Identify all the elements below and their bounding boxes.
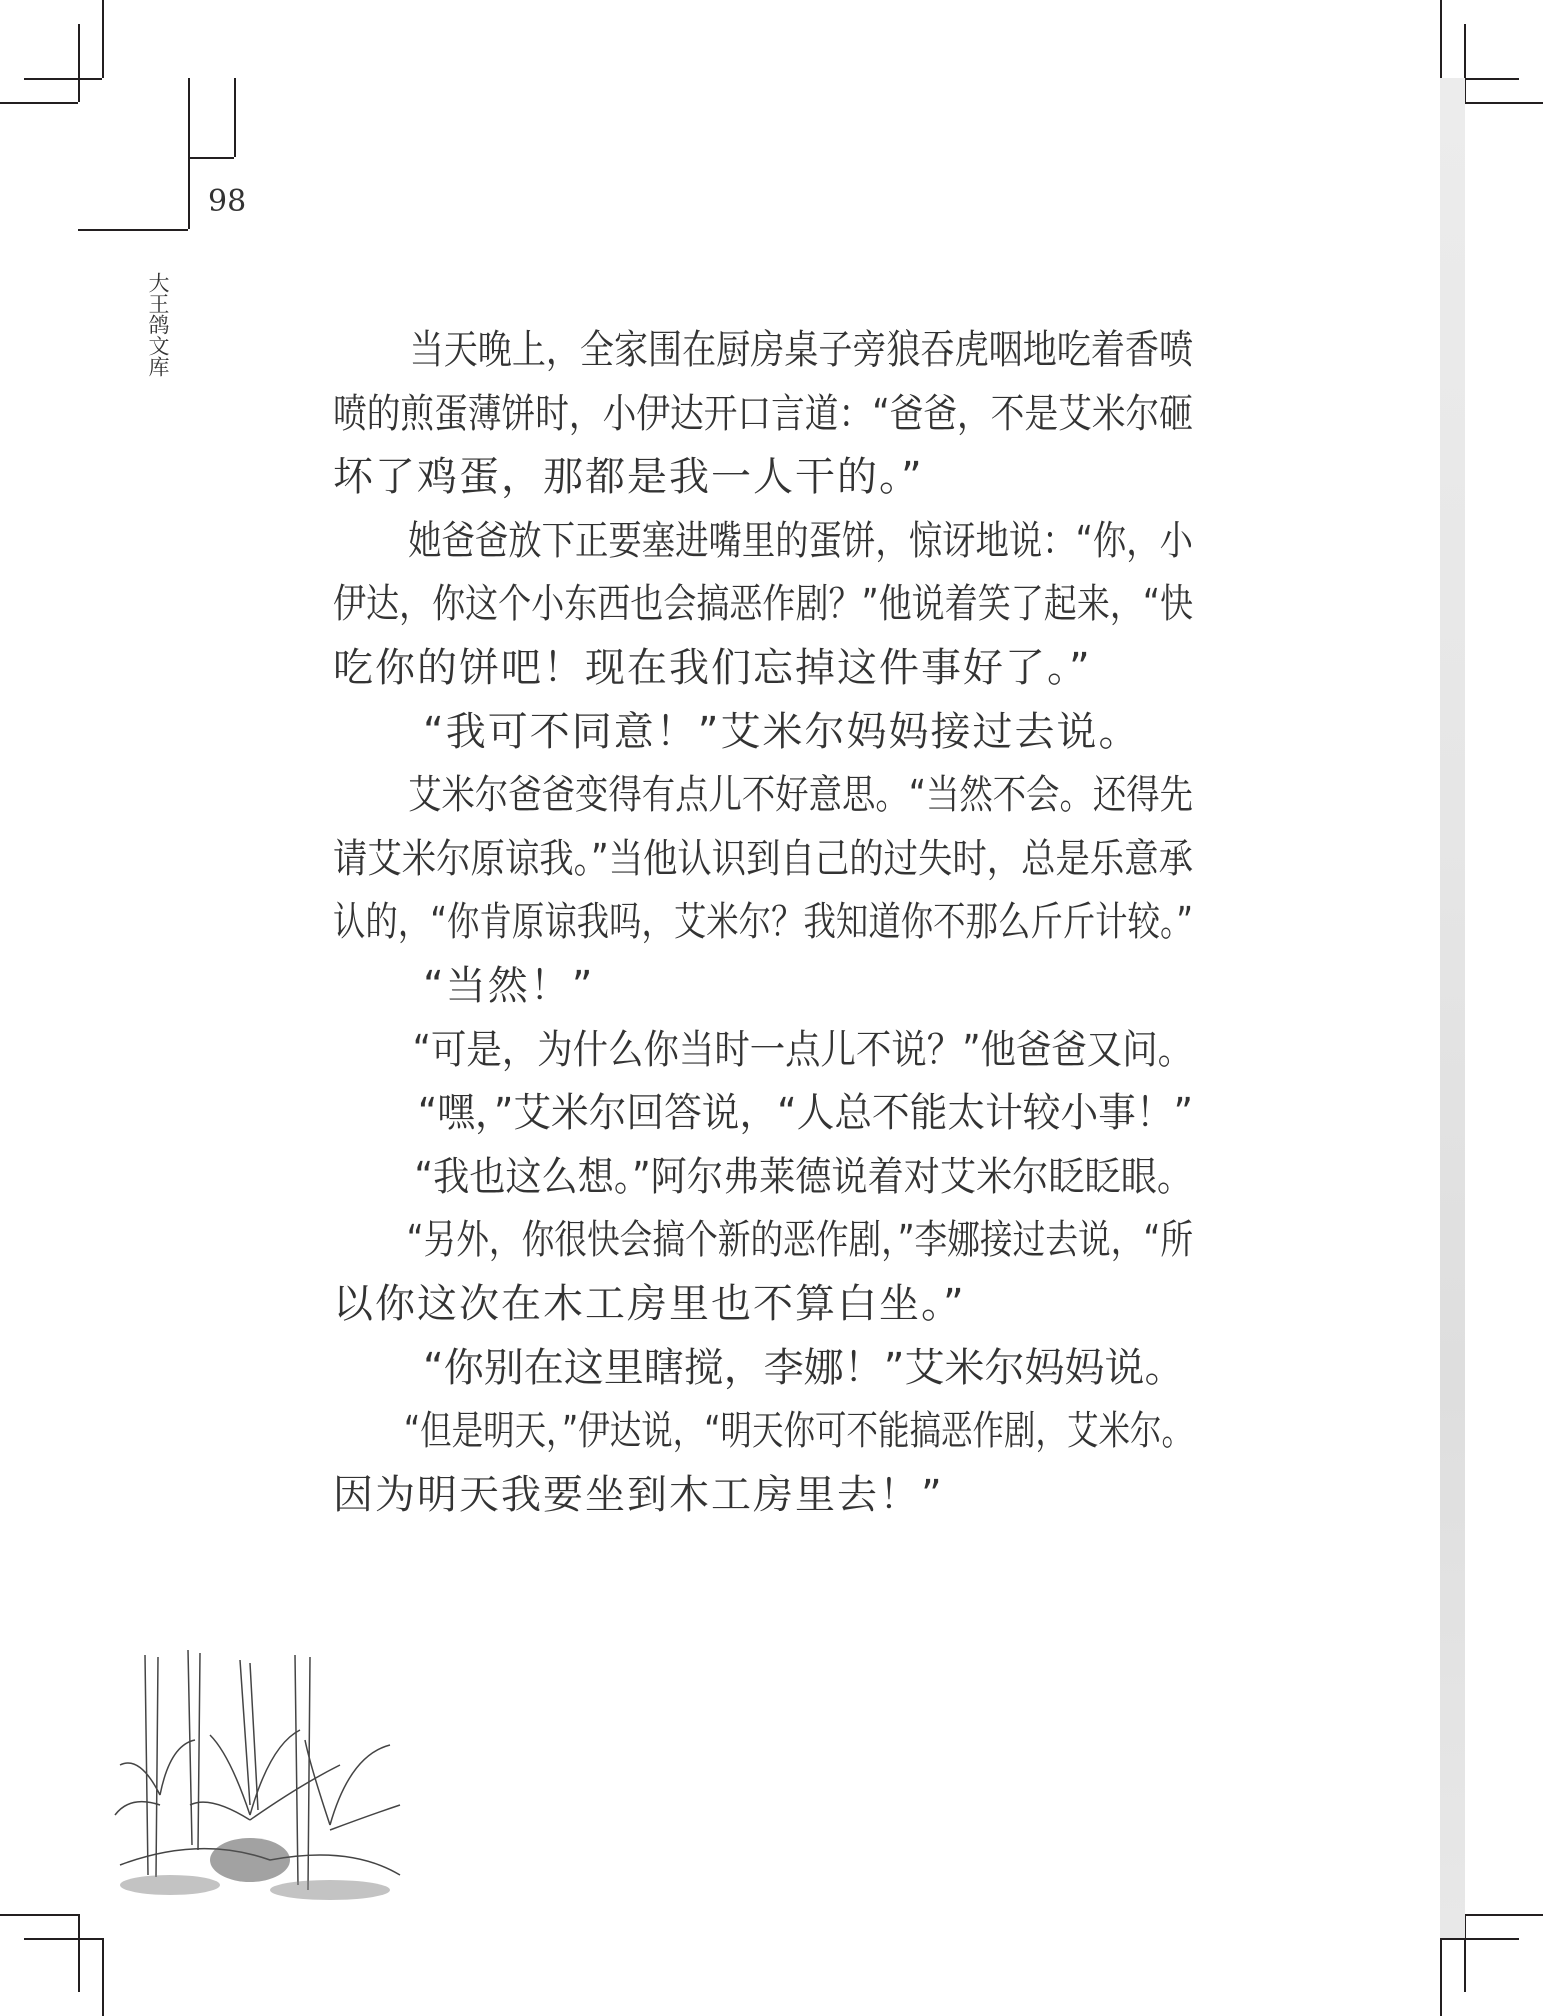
- text-line: “当然！”: [423, 962, 595, 1009]
- text-line: 坏了鸡蛋，那都是我一人干的。”: [333, 454, 924, 501]
- text-line: 认的，“你肯原谅我吗，艾米尔？我知道你不那么斤斤计较。”: [333, 899, 1193, 946]
- text-line: 当天晚上，全家围在厨房桌子旁狼吞虎咽地吃着香喷: [409, 327, 1194, 373]
- text-line: 她爸爸放下正要塞进嘴里的蛋饼，惊讶地说：“你，小: [408, 517, 1194, 564]
- text-line: “嘿，”艾米尔回答说，“人总不能太计较小事！”: [417, 1090, 1194, 1137]
- text-line: 喷的煎蛋薄饼时，小伊达开口言道：“爸爸，不是艾米尔砸: [333, 390, 1193, 437]
- text-line: 吃你的饼吧！现在我们忘掉这件事好了。”: [333, 644, 1092, 691]
- text-line: 伊达，你这个小东西也会搞恶作剧？”他说着笑了起来，“快: [333, 581, 1194, 628]
- text-line: “我也这么想。”阿尔弗莱德说着对艾米尔眨眨眼。: [414, 1153, 1194, 1200]
- text-line: “但是明天，”伊达说，“明天你可不能搞恶作剧，艾米尔。: [403, 1408, 1193, 1455]
- page-edge-strip: [1440, 78, 1465, 1938]
- page-number: 98: [208, 184, 247, 219]
- text-line: 因为明天我要坐到木工房里去！”: [333, 1471, 944, 1518]
- text-line: “另外，你很快会搞个新的恶作剧，”李娜接过去说，“所: [406, 1217, 1194, 1264]
- series-title: 大王鸽文库: [146, 272, 170, 377]
- body-text: [333, 327, 1193, 1535]
- text-line: 艾米尔爸爸变得有点儿不好意思。“当然不会。还得先: [408, 772, 1194, 819]
- text-line: “我可不同意！”艾米尔妈妈接过去说。: [423, 708, 1141, 755]
- text-line: “你别在这里瞎搅，李娜！”艾米尔妈妈说。: [423, 1344, 1185, 1391]
- forest-illustration: [100, 1645, 415, 1925]
- text-line: “可是，为什么你当时一点儿不说？”他爸爸又问。: [412, 1026, 1194, 1073]
- text-line: 请艾米尔原谅我。”当他认识到自己的过失时，总是乐意承: [333, 835, 1194, 882]
- text-line: 以你这次在木工房里也不算白坐。”: [333, 1280, 966, 1327]
